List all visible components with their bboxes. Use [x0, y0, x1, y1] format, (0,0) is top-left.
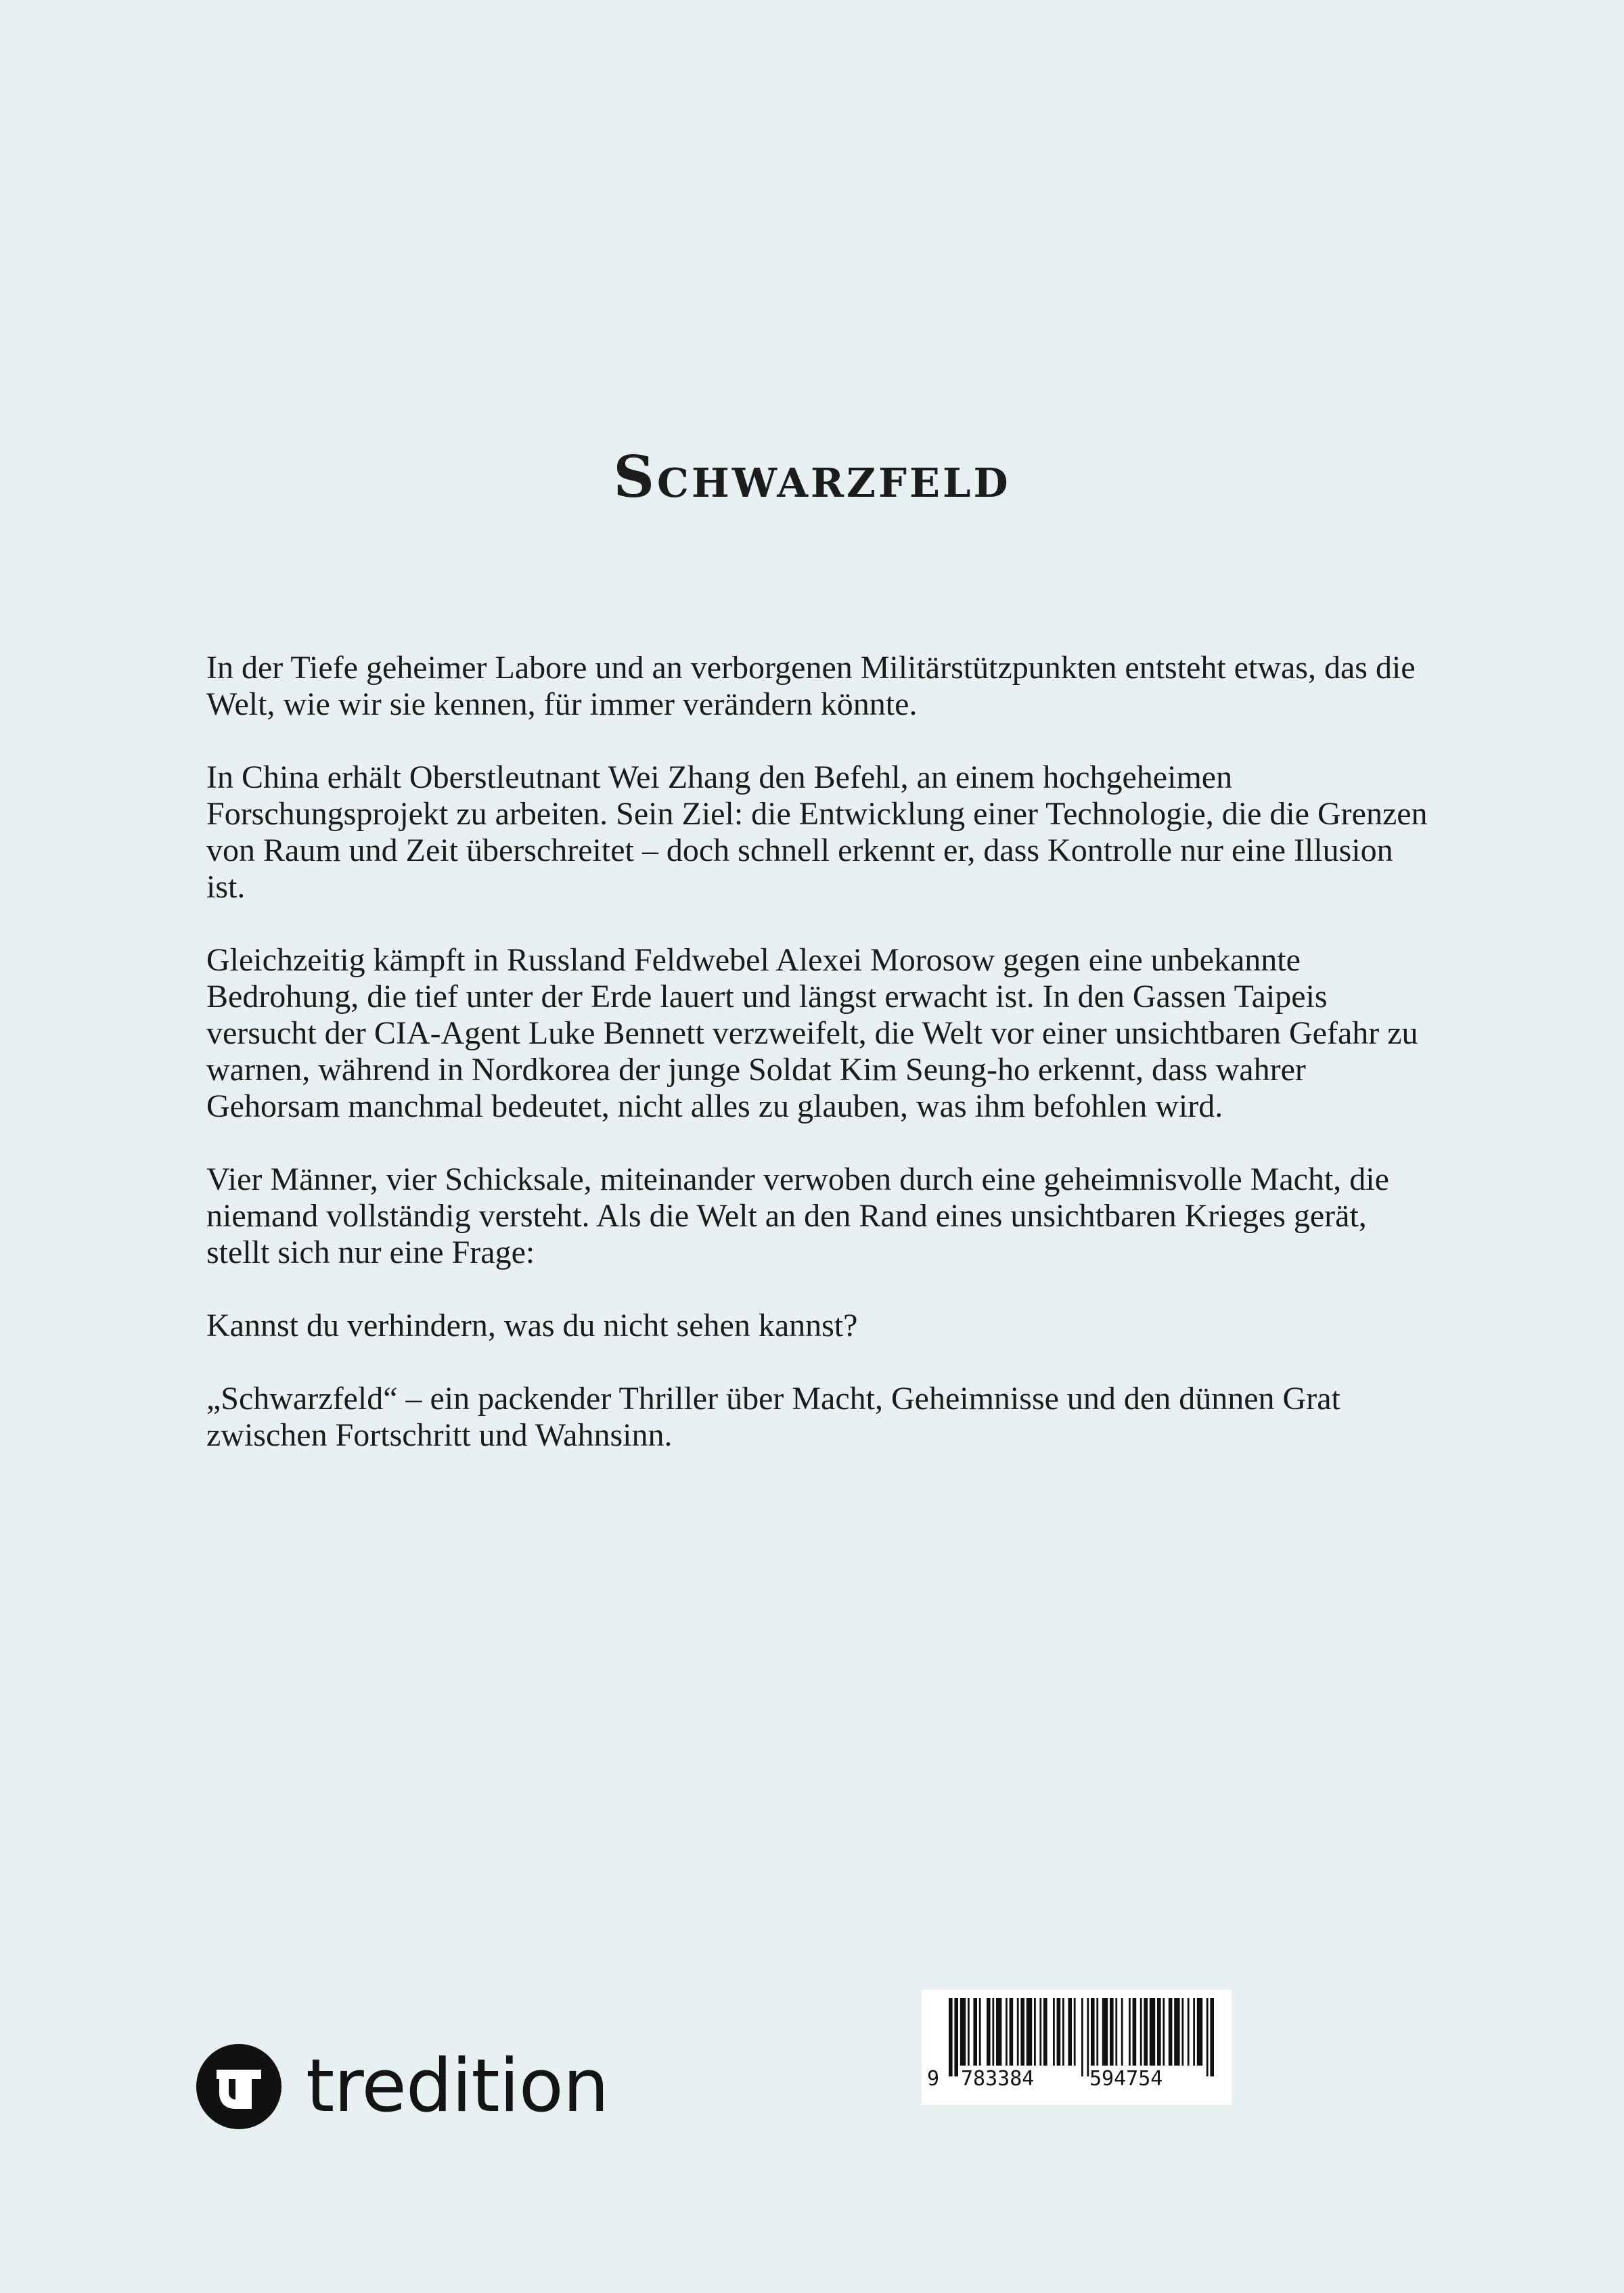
barcode-bar	[954, 1998, 958, 2076]
blurb-question: Kannst du verhindern, was du nicht sehen kannst?	[206, 1308, 858, 1343]
barcode-bar	[1197, 1998, 1202, 2066]
barcode-bar	[992, 1998, 994, 2066]
barcode-bar	[1163, 1998, 1165, 2066]
barcode-bar	[1193, 1998, 1195, 2066]
barcode-bar	[979, 1998, 981, 2066]
barcode-bar	[1068, 1998, 1072, 2066]
blurb-paragraph: In China erhält Oberstleutnant Wei Zhang den Befehl, an einem hochgeheimen Forschungsprojekt zu arbeiten. Sein Ziel: die Entwicklung einer Technologie, die die Grenzen von Raum und Zeit überschreitet – doch schnell erkennt er, dass Kontrolle nur eine Illusion ist.	[206, 759, 1428, 905]
isbn-number	[922, 2067, 1232, 2094]
blurb-paragraph: Gleichzeitig kämpft in Russland Feldwebel Alexei Morosow gegen eine unbekannte Bedrohung, die tief unter der Erde lauert und längst erwacht ist. In den Gassen Taipeis versucht der CIA-Agent Luke Bennett verzweifelt, die Welt vor einer unsichtbaren Gefahr zu warnen, während in Nordkorea der junge Soldat Kim Seung-ho erkennt, dass wahrer Gehorsam manchmal bedeutet, nicht alles zu glauben, was ihm befohlen wird.	[206, 942, 1418, 1124]
barcode-bar	[1144, 1998, 1148, 2066]
barcode-bar	[1020, 1998, 1024, 2066]
barcode-bar	[1174, 1998, 1179, 2066]
barcode-bar	[1188, 1998, 1190, 2066]
isbn-digit-group: 594754	[1089, 2067, 1163, 2091]
barcode-bar	[1081, 1998, 1083, 2076]
blurb-text	[206, 650, 1431, 1490]
barcode-bar	[1096, 1998, 1098, 2066]
barcode-bar	[949, 1998, 953, 2076]
tredition-logo-icon	[196, 2044, 281, 2129]
barcode-bar	[1129, 1998, 1131, 2066]
barcode-bar	[960, 1998, 966, 2066]
publisher-logo	[196, 2043, 608, 2131]
barcode-bar	[1087, 1998, 1089, 2076]
barcode-bar	[996, 1998, 1001, 2066]
blurb-paragraph: Vier Männer, vier Schicksale, miteinander verwoben durch eine geheimnisvolle Macht, die niemand vollständig versteht. Als die Welt an den Rand eines unsichtbaren Krieges gerät, stellt sich nur eine Frage:	[206, 1161, 1389, 1270]
publisher-name: tredition	[306, 2044, 609, 2129]
blurb-paragraph: In der Tiefe geheimer Labore und an verborgenen Militärstützpunkten entsteht etwas, das die Welt, wie wir sie kennen, für immer verändern könnte.	[206, 650, 1416, 722]
barcode-bar	[1169, 1998, 1173, 2066]
barcode-bar	[1027, 1998, 1032, 2066]
barcode-bar	[1110, 1998, 1114, 2066]
barcode-bar	[1210, 1998, 1214, 2076]
barcode-bar	[1043, 1998, 1047, 2066]
barcode-bar	[1206, 1998, 1209, 2076]
blurb-paragraph: „Schwarzfeld“ – ein packender Thriller über Macht, Geheimnisse und den dünnen Grat zwischen Fortschritt und Wahnsinn.	[206, 1381, 1340, 1453]
barcode-bar	[1150, 1998, 1155, 2066]
barcode-bar	[1034, 1998, 1036, 2066]
barcode-bar	[1140, 1998, 1142, 2066]
barcode-bar	[1115, 1998, 1117, 2066]
barcode-bar	[1039, 1998, 1041, 2066]
barcode-bar	[1053, 1998, 1055, 2066]
barcode-bar	[1133, 1998, 1137, 2066]
barcode-bar	[1102, 1998, 1108, 2066]
barcode-bar	[1010, 1998, 1014, 2066]
isbn-barcode	[922, 1990, 1232, 2105]
barcode-bar	[968, 1998, 970, 2066]
barcode-bar	[1006, 1998, 1008, 2066]
barcode-bar	[1121, 1998, 1123, 2066]
isbn-digit-group: 9	[927, 2067, 940, 2091]
book-title: Schwarzfeld	[613, 443, 1011, 510]
barcode-bar	[973, 1998, 977, 2066]
barcode-bar	[1017, 1998, 1019, 2066]
barcode-bar	[1057, 1998, 1061, 2066]
barcode-bar	[1157, 1998, 1161, 2066]
barcode-bar	[1074, 1998, 1076, 2066]
barcode-bar	[987, 1998, 991, 2066]
barcode-bar	[1091, 1998, 1095, 2066]
isbn-digit-group: 783384	[961, 2067, 1035, 2091]
barcode-bar	[1062, 1998, 1064, 2066]
barcode-bar	[1181, 1998, 1183, 2066]
